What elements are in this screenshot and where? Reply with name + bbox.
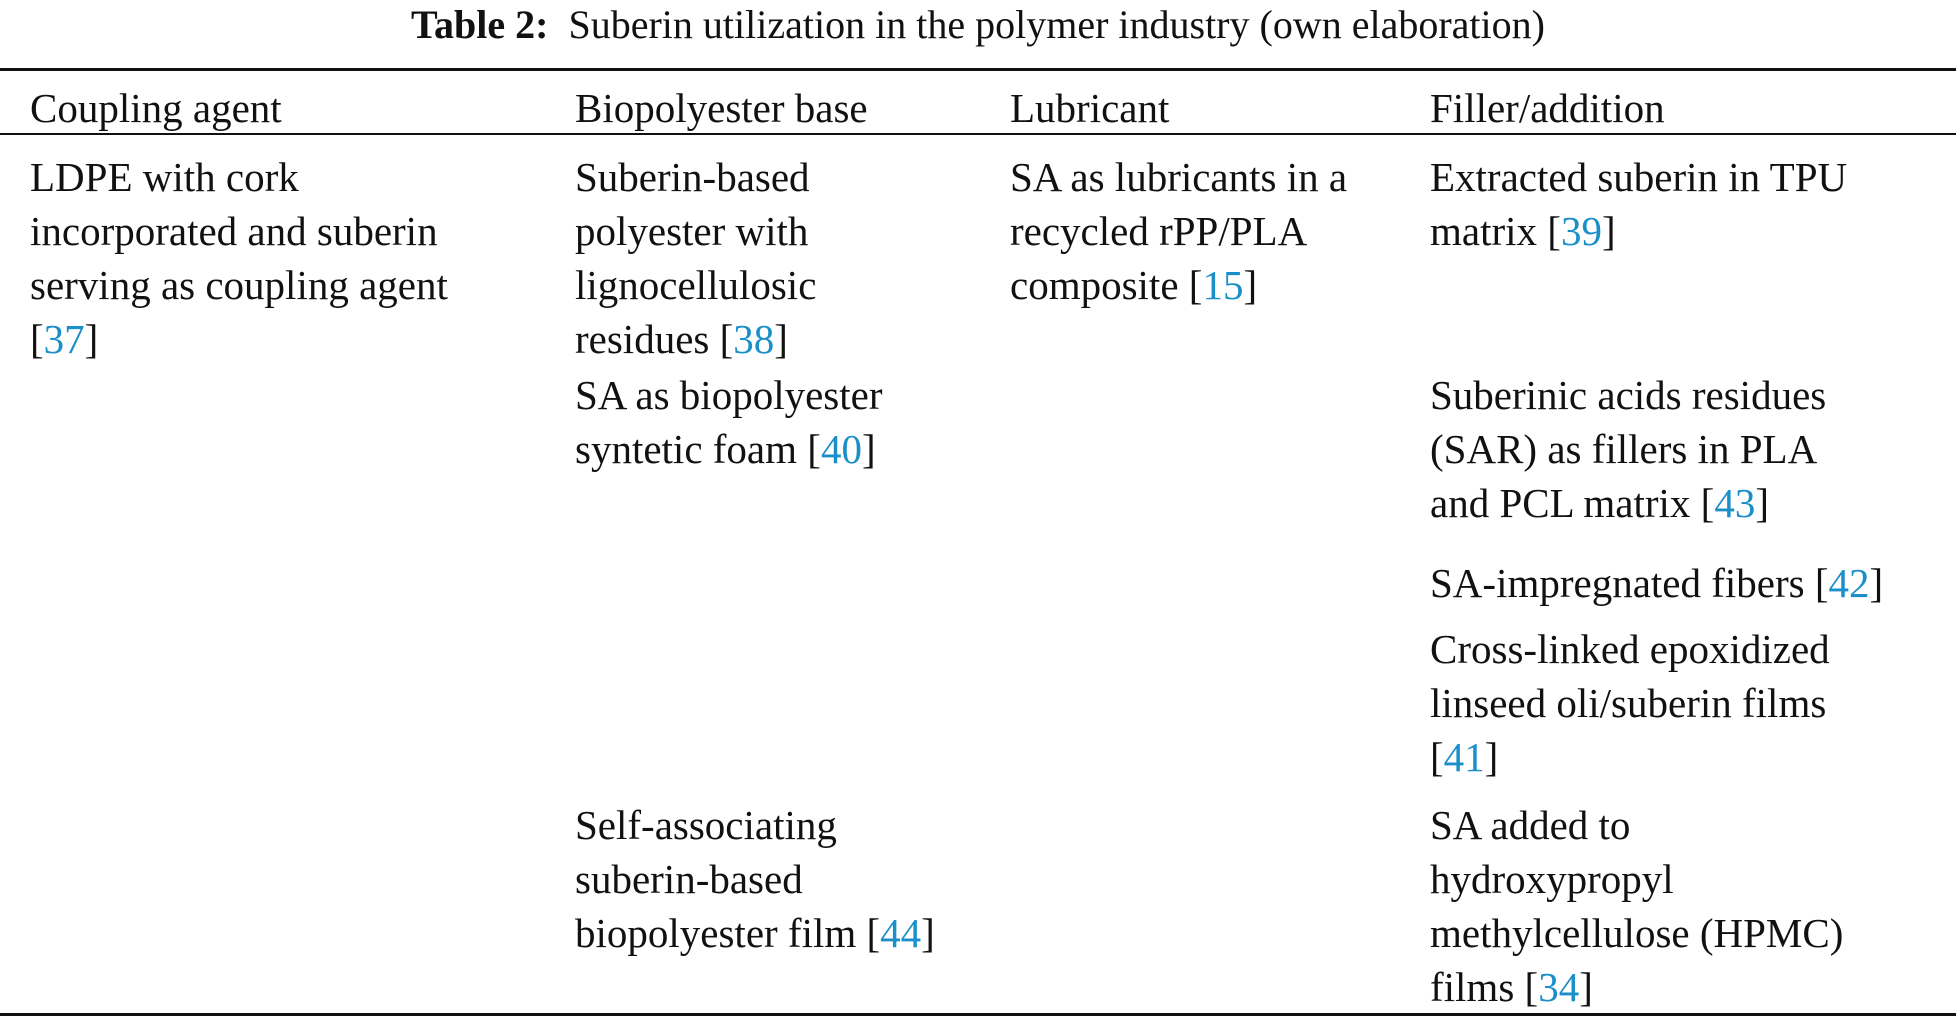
cell-lubricant <box>1010 150 1347 312</box>
reference-link[interactable]: 38 <box>733 316 775 362</box>
reference-link[interactable]: 41 <box>1443 734 1485 780</box>
cell-text: and PCL matrix <box>1430 480 1701 526</box>
bottom-rule <box>0 1013 1956 1016</box>
cell-text-line: [37] <box>30 316 99 362</box>
cell-text: biopolyester film <box>575 910 867 956</box>
reference-link[interactable]: 37 <box>43 316 85 362</box>
cell-text-line: SA-impregnated fibers [42] <box>1430 560 1884 606</box>
reference-link[interactable]: 34 <box>1538 964 1580 1010</box>
cell-text-line: and PCL matrix [43] <box>1430 480 1769 526</box>
header-filler-addition: Filler/addition <box>1430 85 1665 131</box>
cell-text-line: (SAR) as fillers in PLA <box>1430 426 1818 472</box>
caption-label: Table 2: <box>411 2 549 47</box>
header-biopolyester-base: Biopolyester base <box>575 85 868 131</box>
cell-filler-addition <box>1430 150 1847 258</box>
cell-text: matrix <box>1430 208 1548 254</box>
cell-text: films <box>1430 964 1525 1010</box>
header-lubricant: Lubricant <box>1010 85 1170 131</box>
cell-filler-addition <box>1430 556 1883 610</box>
reference-link[interactable]: 15 <box>1202 262 1244 308</box>
cell-filler-addition <box>1430 798 1843 1014</box>
cell-text-line: SA added to <box>1430 802 1631 848</box>
cell-coupling-agent <box>30 150 448 366</box>
cell-text-line: suberin-based <box>575 856 803 902</box>
cell-text-line: Cross-linked epoxidized <box>1430 626 1830 672</box>
cell-text: syntetic foam <box>575 426 808 472</box>
top-rule <box>0 68 1956 71</box>
cell-text-line: matrix [39] <box>1430 208 1616 254</box>
cell-text-line: SA as lubricants in a <box>1010 154 1348 200</box>
cell-biopolyester-base <box>575 798 935 960</box>
cell-text-line: lignocellulosic <box>575 262 817 308</box>
cell-text-line: films [34] <box>1430 964 1593 1010</box>
reference-link[interactable]: 43 <box>1714 480 1756 526</box>
cell-text: composite <box>1010 262 1189 308</box>
cell-text-line: methylcellulose (HPMC) <box>1430 910 1844 956</box>
cell-text: SA-impregnated fibers <box>1430 560 1815 606</box>
table-caption <box>0 2 1956 48</box>
cell-text-line: Suberinic acids residues <box>1430 372 1827 418</box>
cell-text-line: SA as biopolyester <box>575 372 883 418</box>
cell-text-line: incorporated and suberin <box>30 208 438 254</box>
reference-link[interactable]: 40 <box>820 426 862 472</box>
cell-text-line: residues [38] <box>575 316 788 362</box>
cell-text-line: linseed oli/suberin films <box>1430 680 1827 726</box>
cell-filler-addition <box>1430 368 1826 530</box>
cell-text-line: [41] <box>1430 734 1499 780</box>
cell-text-line: Extracted suberin in TPU <box>1430 154 1848 200</box>
reference-link[interactable]: 42 <box>1828 560 1870 606</box>
cell-text-line: polyester with <box>575 208 809 254</box>
header-rule <box>0 133 1956 135</box>
reference-link[interactable]: 39 <box>1560 208 1602 254</box>
cell-text-line: serving as coupling agent <box>30 262 448 308</box>
cell-text-line: recycled rPP/PLA <box>1010 208 1308 254</box>
cell-text-line: composite [15] <box>1010 262 1258 308</box>
cell-text-line: biopolyester film [44] <box>575 910 935 956</box>
cell-text-line: hydroxypropyl <box>1430 856 1674 902</box>
cell-text-line: Suberin-based <box>575 154 810 200</box>
header-coupling-agent: Coupling agent <box>30 85 282 131</box>
cell-filler-addition <box>1430 622 1830 784</box>
caption-text: Suberin utilization in the polymer industry (own elaboration) <box>568 2 1545 47</box>
cell-biopolyester-base <box>575 368 882 476</box>
cell-biopolyester-base <box>575 150 816 366</box>
cell-text-line: syntetic foam [40] <box>575 426 876 472</box>
cell-text: residues <box>575 316 720 362</box>
cell-text-line: LDPE with cork <box>30 154 299 200</box>
cell-text-line: Self-associating <box>575 802 837 848</box>
reference-link[interactable]: 44 <box>880 910 922 956</box>
